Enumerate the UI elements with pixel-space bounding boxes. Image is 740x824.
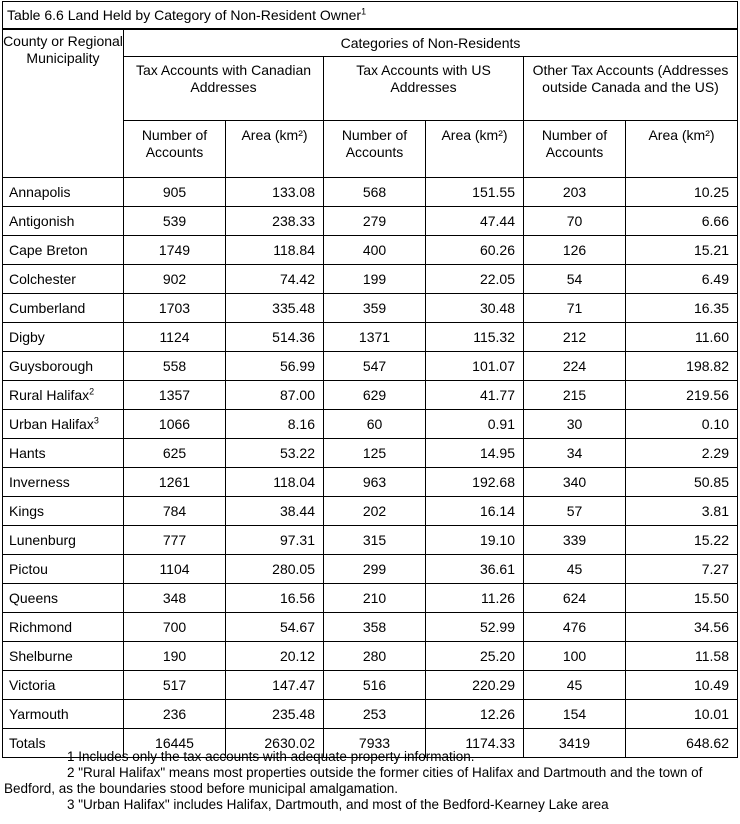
other-area-cell: 6.66 [626,207,738,236]
table-row [3,265,738,294]
canadian-area-cell: 97.31 [226,526,324,555]
total-canadian-accounts: 16445 [124,729,226,758]
table-row [3,207,738,236]
us-accounts-cell: 359 [324,294,426,323]
us-accounts-cell: 253 [324,700,426,729]
us-area-cell: 151.55 [426,178,524,207]
us-accounts-cell: 358 [324,613,426,642]
footnote-1: 1 Includes only the tax accounts with adequate property information. [67,749,475,764]
number-of-accounts-header: Number of Accounts [524,121,626,178]
us-area-cell: 0.91 [426,410,524,439]
other-area-cell: 15.22 [626,526,738,555]
canadian-area-cell: 335.48 [226,294,324,323]
area-header: Area (km²) [426,121,524,178]
total-canadian-area: 2630.02 [226,729,324,758]
canadian-area-cell: 87.00 [226,381,324,410]
us-accounts-cell: 280 [324,642,426,671]
us-area-cell: 101.07 [426,352,524,381]
other-accounts-cell: 70 [524,207,626,236]
land-held-table [2,1,738,758]
table-row [3,584,738,613]
other-accounts-cell: 215 [524,381,626,410]
other-area-cell: 198.82 [626,352,738,381]
table-row [3,439,738,468]
other-accounts-cell: 57 [524,497,626,526]
other-accounts-cell: 212 [524,323,626,352]
other-accounts-cell: 34 [524,439,626,468]
canadian-area-cell: 514.36 [226,323,324,352]
canadian-area-cell: 118.04 [226,468,324,497]
us-area-cell: 14.95 [426,439,524,468]
us-area-cell: 16.14 [426,497,524,526]
canadian-area-cell: 53.22 [226,439,324,468]
other-area-cell: 16.35 [626,294,738,323]
us-accounts-cell: 60 [324,410,426,439]
county-name: Kings [3,497,124,526]
canadian-area-cell: 280.05 [226,555,324,584]
county-name: Queens [3,584,124,613]
canadian-accounts-cell: 1066 [124,410,226,439]
us-accounts-cell: 963 [324,468,426,497]
canadian-accounts-cell: 517 [124,671,226,700]
other-accounts-cell: 71 [524,294,626,323]
canadian-accounts-cell: 784 [124,497,226,526]
us-area-cell: 22.05 [426,265,524,294]
other-area-cell: 10.25 [626,178,738,207]
county-name: Shelburne [3,642,124,671]
canadian-area-cell: 74.42 [226,265,324,294]
other-area-cell: 15.21 [626,236,738,265]
other-accounts-cell: 54 [524,265,626,294]
county-name: Digby [3,323,124,352]
canadian-group-header: Tax Accounts with Canadian Addresses [124,57,324,121]
canadian-accounts-cell: 1749 [124,236,226,265]
county-name: Guysborough [3,352,124,381]
footnote-3: 3 "Urban Halifax" includes Halifax, Dartmouth, and most of the Bedford-Kearney Lake area [67,797,609,812]
other-area-cell: 3.81 [626,497,738,526]
canadian-accounts-cell: 348 [124,584,226,613]
us-area-cell: 47.44 [426,207,524,236]
table-row [3,294,738,323]
canadian-area-cell: 16.56 [226,584,324,613]
us-area-cell: 12.26 [426,700,524,729]
other-area-cell: 11.58 [626,642,738,671]
table-row [3,526,738,555]
canadian-accounts-cell: 905 [124,178,226,207]
us-accounts-cell: 210 [324,584,426,613]
table-row [3,642,738,671]
other-area-cell: 10.01 [626,700,738,729]
other-area-cell: 0.10 [626,410,738,439]
other-area-cell: 15.50 [626,584,738,613]
other-area-cell: 10.49 [626,671,738,700]
county-name: Antigonish [3,207,124,236]
table-row [3,700,738,729]
other-group-header: Other Tax Accounts (Addresses outside Canada and the US) [524,57,738,121]
us-area-cell: 115.32 [426,323,524,352]
us-area-cell: 60.26 [426,236,524,265]
canadian-accounts-cell: 700 [124,613,226,642]
canadian-area-cell: 147.47 [226,671,324,700]
canadian-area-cell: 235.48 [226,700,324,729]
us-area-cell: 192.68 [426,468,524,497]
table-body [3,178,738,729]
canadian-accounts-cell: 236 [124,700,226,729]
canadian-accounts-cell: 1357 [124,381,226,410]
table-title: Table 6.6 Land Held by Category of Non-Resident Owner$^1$ [3,2,738,30]
total-us-area: 1174.33 [426,729,524,758]
us-accounts-cell: 547 [324,352,426,381]
us-area-cell: 25.20 [426,642,524,671]
categories-header: Categories of Non-Residents [124,29,738,57]
table-row [3,613,738,642]
us-area-cell: 36.61 [426,555,524,584]
us-accounts-cell: 279 [324,207,426,236]
canadian-area-cell: 118.84 [226,236,324,265]
canadian-accounts-cell: 539 [124,207,226,236]
table-row [3,236,738,265]
other-accounts-cell: 224 [524,352,626,381]
us-accounts-cell: 199 [324,265,426,294]
other-accounts-cell: 126 [524,236,626,265]
canadian-area-cell: 8.16 [226,410,324,439]
county-name: Annapolis [3,178,124,207]
total-other-accounts: 3419 [524,729,626,758]
canadian-accounts-cell: 902 [124,265,226,294]
canadian-accounts-cell: 1261 [124,468,226,497]
canadian-area-cell: 56.99 [226,352,324,381]
us-accounts-cell: 299 [324,555,426,584]
other-accounts-cell: 340 [524,468,626,497]
other-accounts-cell: 624 [524,584,626,613]
area-header: Area (km²) [626,121,738,178]
county-name: Lunenburg [3,526,124,555]
county-name: Hants [3,439,124,468]
other-area-cell: 11.60 [626,323,738,352]
county-name: Yarmouth [3,700,124,729]
table-row [3,352,738,381]
county-name: Urban Halifax$^3$ [3,410,124,439]
table-row [3,178,738,207]
total-us-accounts: 7933 [324,729,426,758]
canadian-accounts-cell: 1124 [124,323,226,352]
table-row [3,468,738,497]
us-accounts-cell: 400 [324,236,426,265]
us-area-cell: 52.99 [426,613,524,642]
us-accounts-cell: 315 [324,526,426,555]
table-row [3,410,738,439]
canadian-area-cell: 238.33 [226,207,324,236]
county-name: Cape Breton [3,236,124,265]
totals-label: Totals [3,729,124,758]
canadian-area-cell: 54.67 [226,613,324,642]
us-area-cell: 220.29 [426,671,524,700]
canadian-accounts-cell: 190 [124,642,226,671]
table-row [3,555,738,584]
us-area-cell: 30.48 [426,294,524,323]
us-accounts-cell: 516 [324,671,426,700]
canadian-accounts-cell: 1703 [124,294,226,323]
county-name: Richmond [3,613,124,642]
area-header: Area (km²) [226,121,324,178]
other-accounts-cell: 100 [524,642,626,671]
table-row [3,497,738,526]
other-accounts-cell: 203 [524,178,626,207]
canadian-area-cell: 38.44 [226,497,324,526]
footnotes [4,749,738,813]
other-area-cell: 50.85 [626,468,738,497]
table-row [3,671,738,700]
canadian-accounts-cell: 777 [124,526,226,555]
county-name: Colchester [3,265,124,294]
number-of-accounts-header: Number of Accounts [124,121,226,178]
us-group-header: Tax Accounts with US Addresses [324,57,524,121]
other-accounts-cell: 339 [524,526,626,555]
county-name: Inverness [3,468,124,497]
county-name: Pictou [3,555,124,584]
canadian-area-cell: 133.08 [226,178,324,207]
other-area-cell: 219.56 [626,381,738,410]
other-area-cell: 34.56 [626,613,738,642]
other-area-cell: 6.49 [626,265,738,294]
canadian-area-cell: 20.12 [226,642,324,671]
county-name: Victoria [3,671,124,700]
other-accounts-cell: 45 [524,671,626,700]
other-accounts-cell: 45 [524,555,626,584]
number-of-accounts-header: Number of Accounts [324,121,426,178]
us-area-cell: 19.10 [426,526,524,555]
other-accounts-cell: 476 [524,613,626,642]
us-area-cell: 41.77 [426,381,524,410]
county-name: Rural Halifax$^2$ [3,381,124,410]
other-accounts-cell: 154 [524,700,626,729]
total-other-area: 648.62 [626,729,738,758]
us-accounts-cell: 629 [324,381,426,410]
other-accounts-cell: 30 [524,410,626,439]
canadian-accounts-cell: 1104 [124,555,226,584]
canadian-accounts-cell: 558 [124,352,226,381]
other-area-cell: 2.29 [626,439,738,468]
county-column-header: County or Regional Municipality [3,29,124,178]
us-accounts-cell: 568 [324,178,426,207]
county-name: Cumberland [3,294,124,323]
us-accounts-cell: 1371 [324,323,426,352]
other-area-cell: 7.27 [626,555,738,584]
table-row [3,323,738,352]
canadian-accounts-cell: 625 [124,439,226,468]
us-accounts-cell: 125 [324,439,426,468]
us-accounts-cell: 202 [324,497,426,526]
table-row [3,381,738,410]
us-area-cell: 11.26 [426,584,524,613]
footnote-2: 2 "Rural Halifax" means most properties outside the former cities of Halifax and Dartmouth and the town of Bedford, as the boundaries stood before municipal amalgamation. [4,765,703,796]
